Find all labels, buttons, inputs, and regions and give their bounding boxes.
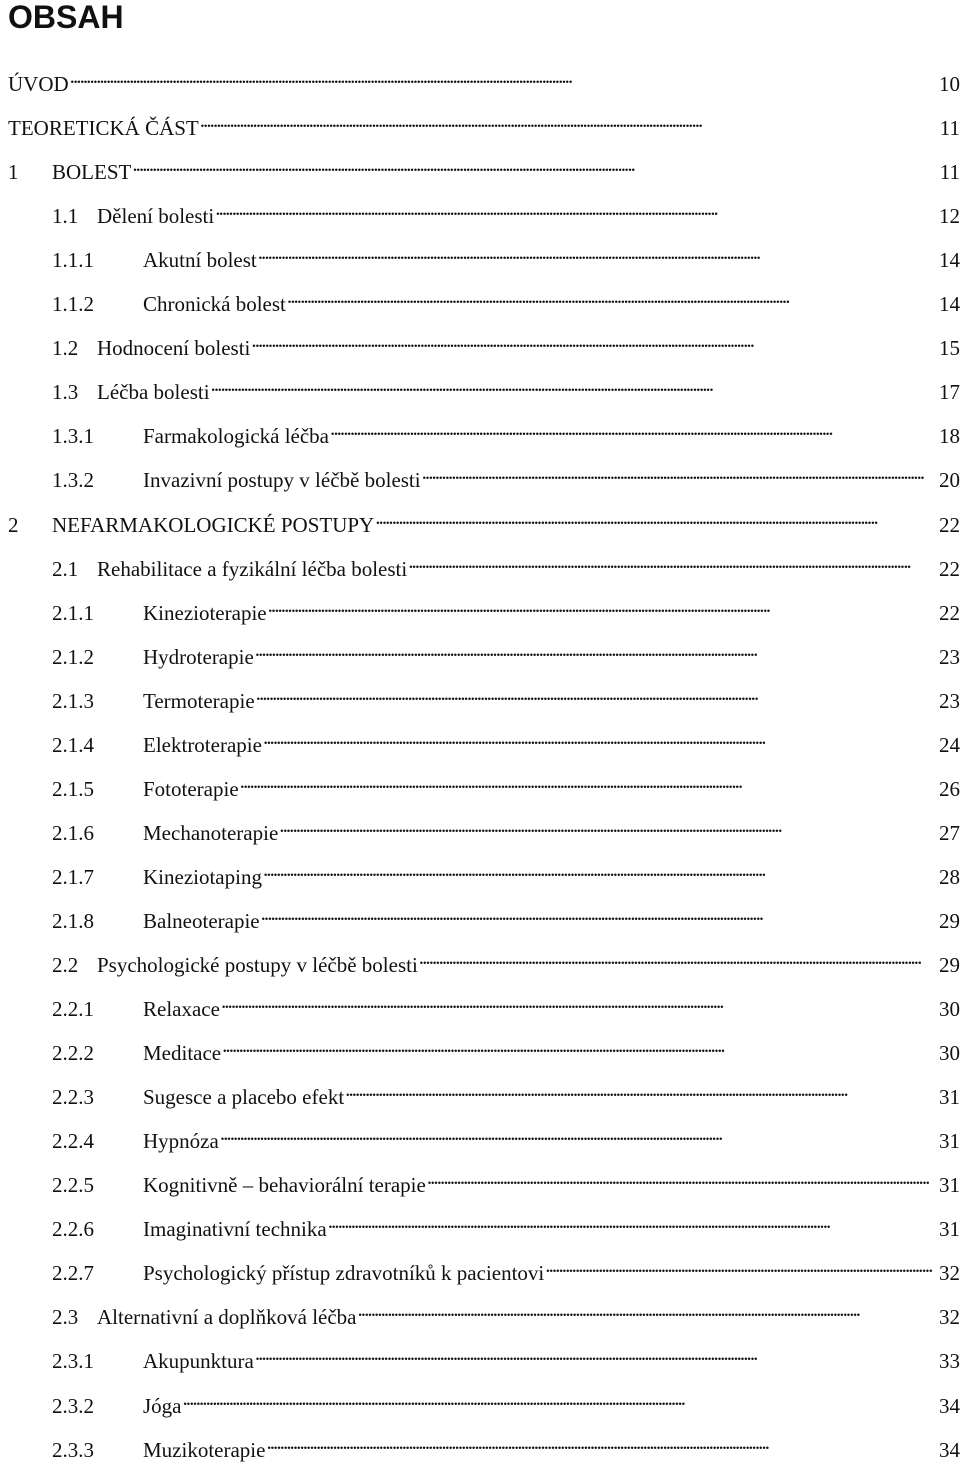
toc-entry-title: Termoterapie <box>143 689 255 713</box>
toc-entry-number: 1.3.1 <box>52 424 94 448</box>
toc-entry-title: Fototerapie <box>143 777 239 801</box>
toc-entry[interactable] <box>52 1250 960 1285</box>
dot-leader <box>287 281 933 311</box>
toc-entry-page: 29 <box>939 909 960 933</box>
toc-entry-page: 12 <box>939 204 960 228</box>
toc-entry-title: BOLEST <box>52 160 132 184</box>
toc-entry-number: 2.1.2 <box>52 645 94 669</box>
toc-entry[interactable] <box>52 1427 960 1462</box>
toc-entry-page: 26 <box>939 777 960 801</box>
toc-entry[interactable] <box>52 457 960 492</box>
toc-entry-number: 2.3.3 <box>52 1438 94 1462</box>
toc-entry-page: 31 <box>939 1217 960 1241</box>
toc-entry[interactable] <box>52 281 960 316</box>
toc-entry-title: Imaginativní technika <box>143 1217 327 1241</box>
toc-entry-page: 30 <box>939 997 960 1021</box>
toc-entry[interactable] <box>52 810 960 845</box>
dot-leader <box>427 1162 933 1192</box>
dot-leader <box>255 1338 933 1368</box>
dot-leader <box>261 898 933 928</box>
toc-entry-number: 2.2.1 <box>52 997 94 1021</box>
toc-entry[interactable] <box>52 369 960 404</box>
dot-leader <box>268 590 933 620</box>
dot-leader <box>251 325 933 355</box>
toc-entry-title: Dělení bolesti <box>97 204 215 228</box>
toc-entry[interactable] <box>8 502 960 537</box>
dot-leader <box>183 1383 934 1413</box>
toc-entry-title: Jóga <box>143 1394 182 1418</box>
dot-leader <box>220 1118 933 1148</box>
toc-entry[interactable] <box>8 105 960 140</box>
toc-entry[interactable] <box>52 1074 960 1109</box>
toc-entry-number: 2.2.4 <box>52 1129 94 1153</box>
toc-entry[interactable] <box>52 1206 960 1241</box>
toc-entry-number: 2.1.6 <box>52 821 94 845</box>
toc-entry[interactable] <box>52 325 960 360</box>
toc-entry-number: 2.1.5 <box>52 777 94 801</box>
toc-entry[interactable] <box>8 149 960 184</box>
toc-entry[interactable] <box>52 942 960 977</box>
toc-entry-number: 2.2.6 <box>52 1217 94 1241</box>
toc-entry-page: 28 <box>939 865 960 889</box>
toc-entry-page: 22 <box>939 601 960 625</box>
toc-entry[interactable] <box>52 1030 960 1065</box>
toc-entry-title: TEORETICKÁ ČÁST <box>8 116 199 140</box>
dot-leader <box>211 369 933 399</box>
toc-entry[interactable] <box>52 1118 960 1153</box>
dot-leader <box>330 413 933 443</box>
toc-entry-number: 1.3 <box>52 380 79 404</box>
toc-entry-page: 32 <box>939 1261 960 1285</box>
dot-leader <box>222 1030 933 1060</box>
toc-entry[interactable] <box>52 854 960 889</box>
toc-entry[interactable] <box>52 413 960 448</box>
toc-entry-title: Akupunktura <box>143 1349 254 1373</box>
toc-entry-number: 2.2.3 <box>52 1085 94 1109</box>
toc-entry-page: 18 <box>939 424 960 448</box>
dot-leader <box>345 1074 933 1104</box>
toc-entry-page: 17 <box>939 380 960 404</box>
toc-entry[interactable] <box>52 634 960 669</box>
toc-entry-title: Kognitivně – behaviorální terapie <box>143 1173 426 1197</box>
dot-leader <box>422 457 933 487</box>
toc-entry-number: 1.2 <box>52 336 79 360</box>
toc-entry-number: 2 <box>8 513 19 537</box>
dot-leader <box>258 237 933 267</box>
toc-entry[interactable] <box>52 1383 960 1418</box>
toc-entry-title: Hypnóza <box>143 1129 219 1153</box>
toc-entry-title: ÚVOD <box>8 72 69 96</box>
toc-entry-page: 10 <box>939 72 960 96</box>
dot-leader <box>375 502 933 532</box>
toc-entry-number: 2.2.5 <box>52 1173 94 1197</box>
dot-leader <box>545 1250 933 1280</box>
toc-entry-number: 2.3 <box>52 1305 79 1329</box>
dot-leader <box>215 193 933 223</box>
toc-entry-title: Meditace <box>143 1041 222 1065</box>
toc-entry-page: 30 <box>939 1041 960 1065</box>
dot-leader <box>358 1294 934 1324</box>
toc-entry-number: 2.3.1 <box>52 1349 94 1373</box>
toc-entry-page: 20 <box>939 468 960 492</box>
toc-entry-page: 11 <box>939 116 960 140</box>
toc-entry-title: Kineziotaping <box>143 865 262 889</box>
toc-entry-title: Léčba bolesti <box>97 380 210 404</box>
toc-entry-title: Chronická bolest <box>143 292 286 316</box>
toc-entry-title: Kinezioterapie <box>143 601 267 625</box>
toc-entry-page: 31 <box>939 1085 960 1109</box>
toc-entry-page: 31 <box>939 1129 960 1153</box>
toc-entry[interactable] <box>52 722 960 757</box>
toc-entry[interactable] <box>52 678 960 713</box>
toc-entry-number: 1.1.1 <box>52 248 94 272</box>
toc-entry-page: 31 <box>939 1173 960 1197</box>
page-title: OBSAH <box>8 0 124 35</box>
toc-entry-number: 2.1.3 <box>52 689 94 713</box>
dot-leader <box>263 854 933 884</box>
toc-entry-page: 27 <box>939 821 960 845</box>
dot-leader <box>408 546 933 576</box>
toc-entry-number: 2.1.1 <box>52 601 94 625</box>
toc-entry-page: 24 <box>939 733 960 757</box>
toc-entry-page: 15 <box>939 336 960 360</box>
toc-entry-title: Sugesce a placebo efekt <box>143 1085 345 1109</box>
toc-entry-title: Farmakologická léčba <box>143 424 330 448</box>
toc-entry-title: Elektroterapie <box>143 733 262 757</box>
toc-entry[interactable] <box>52 986 960 1021</box>
toc-entry-number: 2.2.2 <box>52 1041 94 1065</box>
toc-entry[interactable] <box>52 898 960 933</box>
toc-entry[interactable] <box>52 766 960 801</box>
toc-entry-number: 1.3.2 <box>52 468 94 492</box>
toc-entry[interactable] <box>52 193 960 228</box>
toc-entry-title: Rehabilitace a fyzikální léčba bolesti <box>97 557 408 581</box>
toc-entry[interactable] <box>8 61 960 96</box>
toc-entry-page: 34 <box>939 1438 960 1462</box>
dot-leader <box>70 61 933 91</box>
toc-entry-number: 1.1.2 <box>52 292 94 316</box>
dot-leader <box>419 942 933 972</box>
toc-entry-number: 2.2 <box>52 953 79 977</box>
dot-leader <box>255 634 933 664</box>
toc-entry-page: 14 <box>939 248 960 272</box>
toc-entry-title: Psychologické postupy v léčbě bolesti <box>97 953 418 977</box>
toc-entry-number: 2.1.7 <box>52 865 94 889</box>
toc-entry[interactable] <box>52 1162 960 1197</box>
toc-entry-number: 2.1.8 <box>52 909 94 933</box>
dot-leader <box>132 149 933 179</box>
toc-entry-title: Hydroterapie <box>143 645 254 669</box>
toc-entry-page: 22 <box>939 557 960 581</box>
dot-leader <box>221 986 933 1016</box>
toc-entry[interactable] <box>52 1338 960 1373</box>
toc-entry[interactable] <box>52 1294 960 1329</box>
toc-entry-page: 22 <box>939 513 960 537</box>
dot-leader <box>240 766 933 796</box>
toc-entry-number: 1.1 <box>52 204 79 228</box>
toc-entry-title: Alternativní a doplňková léčba <box>97 1305 357 1329</box>
toc-entry-page: 29 <box>939 953 960 977</box>
toc-entry[interactable] <box>52 237 960 272</box>
dot-leader <box>266 1427 933 1457</box>
dot-leader <box>256 678 933 708</box>
toc-entry-number: 2.1 <box>52 557 79 581</box>
toc-entry-number: 2.1.4 <box>52 733 94 757</box>
toc-entry-page: 32 <box>939 1305 960 1329</box>
toc-entry-title: Mechanoterapie <box>143 821 279 845</box>
toc-entry-title: Balneoterapie <box>143 909 260 933</box>
toc-entry-title: Invazivní postupy v léčbě bolesti <box>143 468 421 492</box>
toc-entry[interactable] <box>52 590 960 625</box>
toc-entry[interactable] <box>52 546 960 581</box>
toc-entry-page: 11 <box>939 160 960 184</box>
dot-leader <box>200 105 934 135</box>
toc-entry-page: 33 <box>939 1349 960 1373</box>
toc-entry-number: 2.2.7 <box>52 1261 94 1285</box>
dot-leader <box>263 722 933 752</box>
toc-entry-number: 2.3.2 <box>52 1394 94 1418</box>
toc-entry-title: Relaxace <box>143 997 220 1021</box>
toc-entry-title: Muzikoterapie <box>143 1438 266 1462</box>
toc-entry-page: 23 <box>939 689 960 713</box>
toc-entry-title: Akutní bolest <box>143 248 257 272</box>
toc-entry-title: Hodnocení bolesti <box>97 336 251 360</box>
dot-leader <box>279 810 933 840</box>
toc-entry-page: 23 <box>939 645 960 669</box>
toc-entry-number: 1 <box>8 160 19 184</box>
toc-entry-page: 14 <box>939 292 960 316</box>
toc-entry-title: NEFARMAKOLOGICKÉ POSTUPY <box>52 513 375 537</box>
dot-leader <box>328 1206 933 1236</box>
toc-entry-page: 34 <box>939 1394 960 1418</box>
toc-entry-title: Psychologický přístup zdravotníků k pacientovi <box>143 1261 545 1285</box>
